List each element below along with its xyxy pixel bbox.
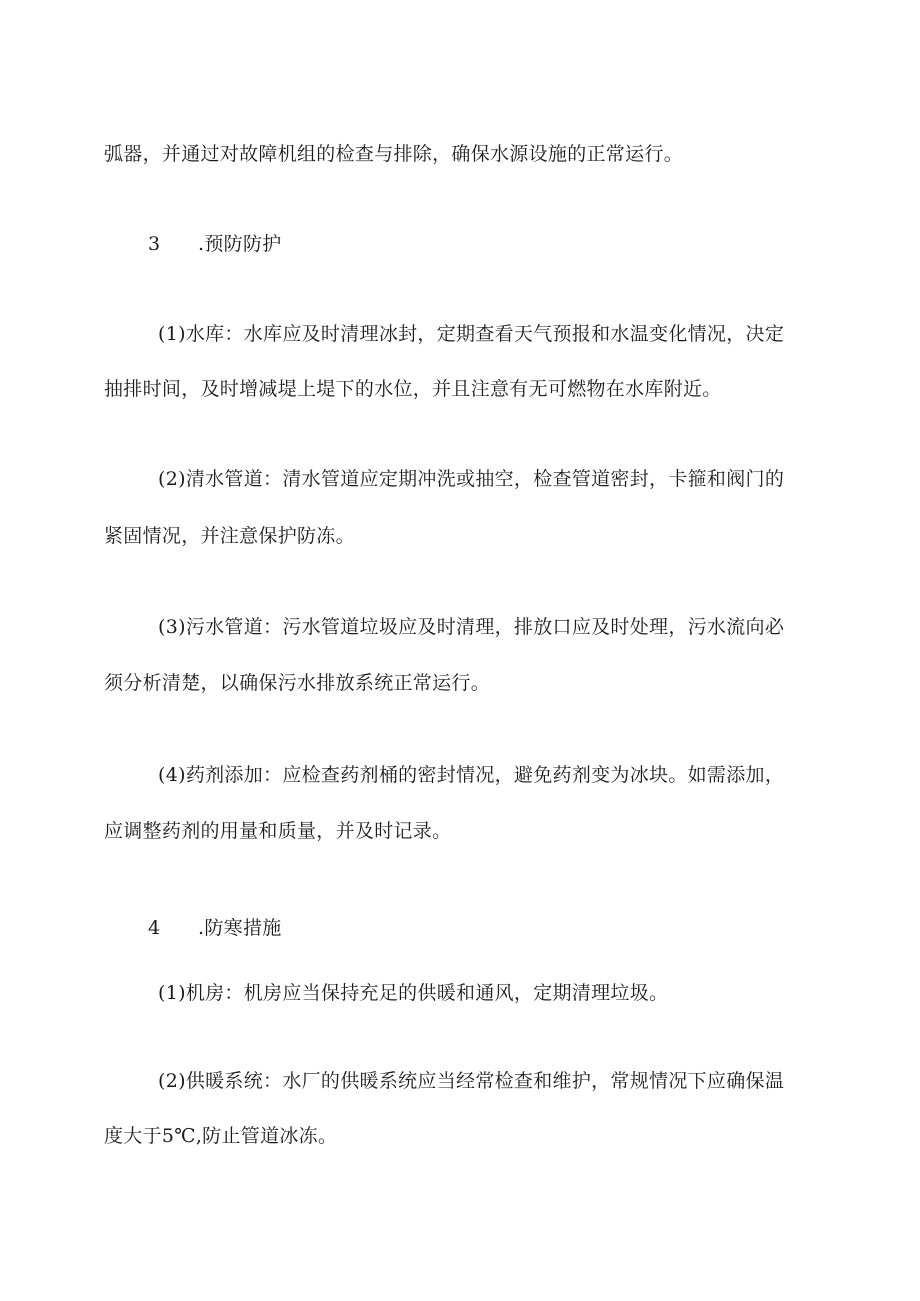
- paragraph-machine-room-line-1: (1)机房：机房应当保持充足的供暖和通风，定期清理垃圾。: [158, 982, 669, 1004]
- section-3-number: 3: [148, 233, 161, 255]
- section-3-title: .预防防护: [198, 233, 282, 255]
- continuation-paragraph: 弧器，并通过对故障机组的检查与排除，确保水源设施的正常运行。: [104, 143, 684, 165]
- section-4-number: 4: [148, 917, 161, 939]
- section-3-heading: [148, 232, 282, 256]
- section-4-heading: [148, 916, 282, 940]
- paragraph-chemical-dosing-line-2: 应调整药剂的用量和质量，并及时记录。: [104, 820, 452, 842]
- paragraph-reservoir-line-1: (1)水库：水库应及时清理冰封，定期查看天气预报和水温变化情况，决定: [158, 323, 785, 345]
- paragraph-reservoir-line-2: 抽排时间，及时增减堤上堤下的水位，并且注意有无可燃物在水库附近。: [104, 378, 722, 400]
- paragraph-clean-water-pipe-line-2: 紧固情况，并注意保护防冻。: [104, 525, 355, 547]
- paragraph-sewage-pipe-line-1: (3)污水管道：污水管道垃圾应及时清理，排放口应及时处理，污水流向必: [158, 616, 785, 638]
- paragraph-heating-system-line-1: (2)供暖系统：水厂的供暖系统应当经常检查和维护，常规情况下应确保温: [158, 1070, 785, 1092]
- paragraph-clean-water-pipe-line-1: (2)清水管道：清水管道应定期冲洗或抽空，检查管道密封，卡箍和阀门的: [158, 468, 785, 490]
- paragraph-chemical-dosing-line-1: (4)药剂添加：应检查药剂桶的密封情况，避免药剂变为冰块。如需添加，: [158, 764, 785, 786]
- paragraph-sewage-pipe-line-2: 须分析清楚，以确保污水排放系统正常运行。: [104, 672, 491, 694]
- paragraph-heating-system-line-2: 度大于5℃,防止管道冰冻。: [104, 1125, 338, 1147]
- section-4-title: .防寒措施: [198, 917, 282, 939]
